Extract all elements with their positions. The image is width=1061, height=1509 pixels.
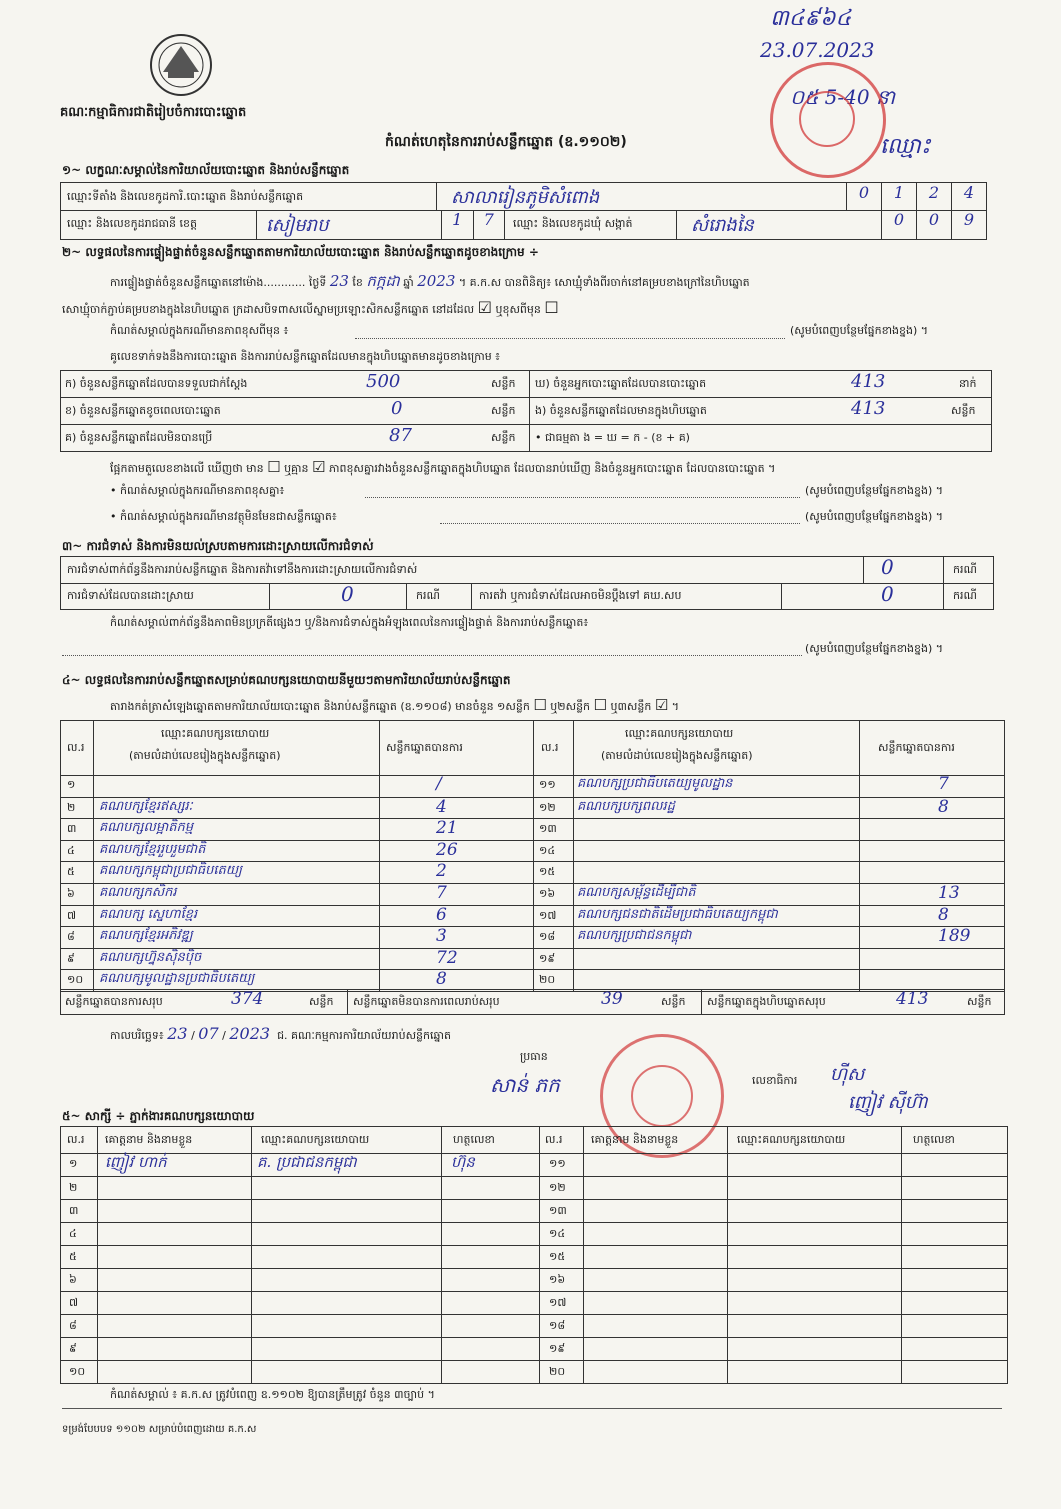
row-number: ២០	[549, 1365, 566, 1378]
table-row	[61, 1245, 539, 1269]
appeal-label: ការតវ៉ា ឬការជំទាស់ដែលអាចមិនប្តឹងទៅ គឃ.សប	[479, 589, 682, 602]
irregularity-note-hint: (សូមបំពេញបន្ថែមផ្នែកខាងខ្នង) ។	[805, 642, 944, 655]
tally-sheet-line: តារាងកត់ត្រាសំឡេងឆ្នោតតាមការិយាល័យបោះឆ្នោត និងរាប់សន្លឹកឆ្នោត (ឧ.១១០៨) មានចំនួន ១សន្លឹក ☐ ឬ២សន្លឹក ☐ ឬ៣សន្លឹក ☑ ។	[110, 696, 680, 714]
total-box-value: 413	[896, 989, 929, 1009]
verify-line	[110, 272, 750, 294]
party-votes: 21	[436, 818, 458, 839]
objection-count: 0	[881, 555, 894, 579]
secretary-label: លេខាធិការ	[752, 1074, 798, 1087]
province-label: ឈ្មោះ និងលេខកូដរាជធានី ខេត្ត	[67, 217, 197, 230]
row-number: ១២	[539, 800, 556, 814]
fig-a-unit: សន្លឹក	[491, 377, 516, 390]
table-row	[61, 1291, 539, 1315]
header-party-sub: (តាមលំដាប់លេខរៀងក្នុងសន្លឹកឆ្នោត)	[601, 749, 753, 762]
table-row	[539, 1153, 1007, 1176]
handwritten-signature: ឈ្មោះ	[880, 134, 931, 159]
committee-label: ជ. គណៈកម្មការការិយាល័យរាប់សន្លឹកឆ្នោត	[277, 1029, 451, 1042]
diff-note-label: កំណត់សម្គាល់ក្នុងករណីមានភាពខុសពីមុន ៖	[110, 324, 289, 337]
table-row	[61, 1360, 539, 1384]
party-name: គណបក្សខ្មែរអភិវឌ្ឍ	[99, 928, 193, 944]
code-digit: 2	[916, 183, 951, 210]
compare-text-b: ឬគ្មាន	[284, 462, 309, 475]
irregularity-note-line[interactable]	[62, 655, 802, 656]
table-row	[61, 797, 533, 820]
row-number: ៩	[67, 951, 75, 965]
commune-value: សំរោងនៃ	[691, 215, 754, 236]
w-header-party: ឈ្មោះគណបក្សនយោបាយ	[737, 1133, 846, 1146]
row-number: ១១	[549, 1157, 566, 1170]
appeal-unit: ករណី	[953, 589, 977, 602]
row-number: ៥	[67, 865, 75, 879]
party-votes: 7	[436, 883, 447, 903]
code-digit: 4	[951, 183, 986, 210]
verify-text-a: ការផ្ទៀងផ្ទាត់ចំនួនសន្លឹកឆ្នោតនៅម៉ោង............ ថ្ងៃទី	[110, 276, 327, 289]
date-line: កាលបរិច្ឆេទ៖ 23 / 07 / 2023 ជ. គណៈកម្មការការិយាល័យរាប់សន្លឹកឆ្នោត	[110, 1024, 451, 1043]
row-number: ៨	[69, 1319, 77, 1332]
table-row	[539, 1360, 1007, 1384]
row-number: ១៩	[549, 1342, 566, 1355]
row-number: ១៤	[539, 843, 556, 857]
handwritten-time: ០៥ 5-40 នា	[790, 85, 896, 109]
same-checkbox[interactable]: ☑	[477, 298, 492, 317]
has-diff-checkbox[interactable]: ☐	[267, 458, 281, 476]
party-votes: 2	[436, 861, 447, 882]
verify-text-c: ឆ្នាំ	[403, 276, 414, 289]
fig-b-value: 0	[391, 398, 403, 419]
diff-note-line[interactable]	[355, 338, 785, 339]
fig-c-label: គ) ចំនួនសន្លឹកឆ្នោតដែលមិនបានប្រើ	[65, 431, 213, 444]
final-note: កំណត់សម្គាល់ ៖ គ.ក.ស ត្រូវបំពេញ ឧ.១១០២ ឱ្យបានត្រឹមត្រូវ ចំនួន ៣ច្បាប់ ។	[110, 1388, 435, 1401]
secretary-signature-mark: ហ៊ីស	[830, 1064, 865, 1085]
table-row	[61, 1153, 539, 1176]
header-votes: សន្លឹកឆ្នោតបានការ	[386, 741, 463, 754]
row-number: ២	[67, 800, 76, 814]
different-checkbox[interactable]: ☐	[544, 298, 559, 317]
party-name: គណបក្ស ស្នេហាខ្មែរ	[99, 906, 198, 922]
no-diff-checkbox[interactable]: ☑	[312, 458, 326, 476]
fig-a-value: 500	[366, 371, 401, 392]
table-row	[61, 1314, 539, 1338]
compare-text-a: ផ្អែកតាមតួលេខខាងលើ ឃើញថា មាន	[110, 462, 264, 475]
table-row	[539, 1222, 1007, 1246]
compare-text-c: ភាពខុសគ្នារវាងចំនួនសន្លឹកឆ្នោតក្នុងហិបឆ្នោត ដែលបានរាប់ឃើញ និងចំនួនអ្នកបោះឆ្នោត ដែលបានបោះឆ្នោត ។	[328, 462, 776, 475]
header-votes: សន្លឹកឆ្នោតបានការ	[878, 741, 955, 754]
objection-table	[60, 556, 994, 610]
section3-title: ៣~ ការជំទាស់ និងការមិនយល់ស្របតាមការដោះស្រាយលើការជំទាស់	[62, 539, 374, 553]
form-title: កំណត់ហេតុនៃការរាប់សន្លឹកឆ្នោត (ឧ.១១០២)	[385, 134, 627, 150]
code-digit: 1	[881, 183, 916, 210]
date-day: 23	[167, 1024, 188, 1043]
commission-name: គណៈកម្មាធិការជាតិរៀបចំការបោះឆ្នោត	[60, 105, 247, 120]
two-sheet-checkbox[interactable]: ☐	[593, 696, 607, 714]
party-name: គណបក្សជនជាតិដើមប្រជាធិបតេយ្យកម្ពុជា	[577, 906, 778, 922]
table-row	[61, 840, 533, 863]
w-header-no: ល.រ	[545, 1133, 563, 1146]
table-row	[539, 1268, 1007, 1292]
row-number: ១៧	[549, 1296, 567, 1309]
objection-label: ការជំទាស់ពាក់ព័ន្ធនឹងការរាប់សន្លឹកឆ្នោត និងការតវ៉ាទៅនឹងការដោះស្រាយលើការជំទាស់	[67, 563, 418, 576]
row-number: ១៣	[549, 1204, 567, 1217]
table-row	[61, 883, 533, 906]
party-votes: 7	[938, 774, 949, 794]
footer-text: ទម្រង់បែបបទ ១១០២ សម្រាប់បំពេញដោយ គ.ក.ស	[62, 1424, 257, 1435]
diff-note-hint: (សូមបំពេញបន្ថែមផ្នែកខាងខ្នង) ។	[790, 324, 929, 337]
party-votes: 3	[436, 926, 447, 947]
witness-signature[interactable]: ហ៊ុន	[451, 1153, 475, 1171]
row-number: ៤	[67, 843, 75, 857]
table-row	[533, 840, 1004, 863]
row-number: ៥	[69, 1250, 77, 1263]
total-invalid-label: សន្លឹកឆ្នោតមិនបានការពេលរាប់សរុប	[353, 995, 500, 1008]
red-stamp-top-icon	[770, 62, 886, 178]
party-votes: 6	[436, 904, 447, 925]
secretary-name: ញៀវ ស៊ីហ៊ា	[848, 1092, 928, 1113]
header-no: ល.រ	[541, 741, 559, 754]
row-number: ៩	[69, 1342, 77, 1355]
table-row	[61, 905, 533, 928]
province-value: សៀមរាប	[266, 215, 329, 236]
table-row	[61, 1337, 539, 1361]
row-number: ១៥	[539, 865, 556, 879]
resolved-unit: ករណី	[416, 589, 440, 602]
resolved-label: ការជំទាស់ដែលបានដោះស្រាយ	[67, 589, 194, 602]
table-row	[533, 905, 1004, 928]
party-name: គណបក្សសម្ព័ន្ធដើម្បីជាតិ	[577, 885, 696, 900]
witness-name[interactable]: ញៀវ ហាក់	[105, 1153, 167, 1171]
code-digit: 0	[881, 210, 916, 239]
table-row	[61, 818, 533, 841]
fig-a-label: ក) ចំនួនសន្លឹកឆ្នោតដែលបានទទួលជាក់ស្តែង	[65, 377, 248, 390]
section2-title: ២~ លទ្ធផលនៃការផ្ទៀងផ្ទាត់ចំនួនសន្លឹកឆ្នោតតាមការិយាល័យបោះឆ្នោត និងរាប់សន្លឹកឆ្នោតដូចខាងក្រោម ÷	[62, 245, 539, 259]
row-number: ១៧	[539, 908, 557, 922]
fig-e-unit: សន្លឹក	[951, 404, 976, 417]
section4-title: ៤~ លទ្ធផលនៃការរាប់សន្លឹកឆ្នោតសម្រាប់គណបក្សនយោបាយនីមួយៗតាមការិយាល័យរាប់សន្លឹកឆ្នោត	[62, 673, 511, 687]
party-votes: 8	[938, 796, 949, 817]
row-number: ២	[69, 1181, 78, 1194]
table-row	[61, 775, 533, 797]
one-sheet-checkbox[interactable]: ☐	[533, 696, 547, 714]
row-number: ៧	[69, 1296, 79, 1309]
row-number: ៧	[67, 908, 77, 922]
table-row	[533, 926, 1004, 949]
code-digit: 0	[846, 183, 881, 210]
row-number: ៣	[67, 822, 77, 836]
w-header-name: គោត្តនាម និងនាមខ្លួន	[105, 1133, 193, 1146]
table-row	[61, 926, 533, 949]
section5-title: ៥~ សាក្សី ÷ ភ្នាក់ងារគណបក្សនយោបាយ	[62, 1109, 255, 1123]
bullet-object-hint: (សូមបំពេញបន្ថែមផ្នែកខាងខ្នង) ។	[805, 510, 944, 523]
total-invalid-value: 39	[601, 989, 623, 1009]
w-header-party: ឈ្មោះគណបក្សនយោបាយ	[261, 1133, 370, 1146]
fig-formula: • ជាធម្មតា ង = ឃ = ក - (ខ + គ)	[535, 431, 690, 444]
party-votes: 13	[938, 883, 960, 903]
date-year: 2023	[229, 1024, 271, 1043]
chair-signature: សាន់ ភក	[490, 1073, 560, 1097]
table-row	[533, 775, 1004, 797]
party-name: គណបក្សខ្មែរឥស្សរៈ	[99, 798, 193, 814]
results-header-left	[61, 721, 533, 775]
table-row	[533, 883, 1004, 906]
total-box-label: សន្លឹកឆ្នោតក្នុងហិបឆ្នោតសរុប	[707, 995, 826, 1008]
party-name: គណបក្សបក្សពលរដ្ឋ	[577, 798, 675, 814]
commune-code	[881, 210, 986, 239]
party-votes: /	[436, 774, 442, 794]
row-number: ១៩	[539, 951, 556, 965]
w-header-no: ល.រ	[67, 1133, 85, 1146]
section1-title: ១~ លក្ខណៈសម្គាល់នៃការិយាល័យបោះឆ្នោត និងរាប់សន្លឹកឆ្នោត	[62, 163, 350, 177]
row-number: ១១	[539, 778, 556, 791]
totals-row	[60, 989, 1005, 1015]
bullet-diff-line[interactable]	[365, 497, 800, 498]
seal-text: សោឃ្មុំចាក់ភ្ជាប់គម្របខាងក្នុងនៃហិបឆ្នោត ក្រដាសបិទពាសលើស្នាមប្រឡោះសិកសន្លឹកឆ្នោត នៅដដែល	[62, 303, 475, 316]
row-number: ១	[69, 1157, 78, 1170]
code-digit: 0	[916, 210, 951, 239]
total-invalid-unit: សន្លឹក	[661, 995, 686, 1008]
total-box-unit: សន្លឹក	[967, 995, 992, 1008]
results-table	[60, 720, 1005, 992]
table-row	[539, 1291, 1007, 1315]
verify-month: កក្កដា	[366, 272, 400, 290]
date-label: កាលបរិច្ឆេទ៖	[110, 1029, 164, 1042]
total-valid-value: 374	[231, 989, 264, 1009]
row-number: ១៦	[549, 1273, 566, 1286]
table-row	[61, 861, 533, 884]
party-votes: 8	[436, 969, 447, 990]
fig-b-label: ខ) ចំនួនសន្លឹកឆ្នោតខូចពេលបោះឆ្នោត	[65, 404, 221, 417]
row-number: ១៨	[549, 1319, 566, 1332]
fig-c-unit: សន្លឹក	[491, 431, 516, 444]
table-row	[533, 948, 1004, 971]
total-valid-label: សន្លឹកឆ្នោតបានការសរុប	[65, 995, 163, 1008]
total-valid-unit: សន្លឹក	[309, 995, 334, 1008]
party-votes: 8	[938, 904, 949, 925]
results-header-right	[533, 721, 1004, 775]
row-number: ១៣	[539, 822, 557, 836]
party-name: គណបក្សកម្ពុជាប្រជាធិបតេយ្យ	[99, 863, 243, 879]
two-sheet-text: ឬ២សន្លឹក	[550, 700, 591, 713]
handwritten-date: 23.07.2023	[760, 38, 875, 62]
party-votes: 189	[938, 926, 971, 947]
figures-intro: គូលេខទាក់ទងនឹងការបោះឆ្នោត និងការរាប់សន្លឹកឆ្នោតដែលមានក្នុងហិបឆ្នោតមានដូចខាងក្រោម ៖	[110, 350, 501, 363]
fig-e-label: ង) ចំនួនសន្លឹកឆ្នោតដែលមានក្នុងហិបឆ្នោត	[535, 404, 707, 417]
row-number: ៦	[69, 1273, 77, 1286]
row-number: ១៤	[549, 1227, 566, 1240]
party-name: គណបក្សមូលដ្ឋានប្រជាធិបតេយ្យ	[99, 971, 255, 987]
row-number: ១៦	[539, 887, 556, 900]
bullet-diff-hint: (សូមបំពេញបន្ថែមផ្នែកខាងខ្នង) ។	[805, 484, 944, 497]
bullet-diff-label: • កំណត់សម្គាល់ក្នុងករណីមានភាពខុសគ្នា៖	[110, 484, 285, 497]
row-number: ១០	[69, 1365, 86, 1378]
bullet-object-label: • កំណត់សម្គាល់ក្នុងករណីមានវត្ថុមិនមែនជាសន្លឹកឆ្នោត៖	[110, 510, 337, 523]
party-votes: 72	[436, 947, 458, 968]
party-votes: 4	[436, 796, 447, 817]
party-name: គណបក្សប្រជាជនកម្ពុជា	[577, 928, 692, 944]
date-month: 07	[198, 1024, 219, 1043]
w-header-sign: ហត្ថលេខា	[913, 1133, 955, 1146]
footer-divider	[62, 1408, 1002, 1409]
row-number: ១	[67, 778, 76, 791]
row-number: ១២	[549, 1181, 566, 1194]
compare-line	[110, 458, 775, 478]
code-digit: 1	[441, 210, 473, 239]
fig-d-unit: នាក់	[959, 377, 977, 390]
header-party: ឈ្មោះគណបក្សនយោបាយ	[161, 727, 270, 740]
verify-text-b: ខែ	[352, 276, 363, 289]
commission-emblem-icon	[148, 32, 214, 98]
verify-day: 23	[329, 272, 349, 290]
table-row	[539, 1314, 1007, 1338]
province-code	[441, 210, 505, 239]
row-number: ២០	[539, 973, 556, 987]
row-number: ៣	[69, 1204, 79, 1217]
chair-label: ប្រធាន	[520, 1050, 548, 1063]
header-no: ល.រ	[67, 741, 85, 754]
row-number: ១៨	[539, 930, 556, 944]
fig-d-value: 413	[851, 371, 886, 392]
fig-e-value: 413	[851, 398, 886, 419]
handwritten-ref: ៣៤៩៦៤	[770, 6, 852, 31]
row-number: ១០	[67, 973, 84, 987]
table-row	[539, 1337, 1007, 1361]
three-sheet-checkbox[interactable]: ☑	[654, 696, 669, 714]
header-party-sub: (តាមលំដាប់លេខរៀងក្នុងសន្លឹកឆ្នោត)	[129, 749, 281, 762]
party-name: គណបក្សកសិករ	[99, 885, 177, 900]
fig-c-value: 87	[389, 425, 412, 446]
header-party: ឈ្មោះគណបក្សនយោបាយ	[625, 727, 734, 740]
appeal-count: 0	[881, 582, 894, 606]
table-row	[539, 1176, 1007, 1200]
code-digit: 9	[951, 210, 986, 239]
location-value: សាលារៀនភូមិសំពោង	[451, 187, 600, 208]
code-digit: 7	[473, 210, 506, 239]
table-row	[61, 1222, 539, 1246]
table-row	[539, 1245, 1007, 1269]
three-sheet-text: ឬ៣សន្លឹក	[610, 700, 652, 713]
table-row	[533, 818, 1004, 841]
party-votes: 26	[436, 839, 458, 860]
tally-intro: តារាងកត់ត្រាសំឡេងឆ្នោតតាមការិយាល័យបោះឆ្នោត និងរាប់សន្លឹកឆ្នោត (ឧ.១១០៨) មានចំនួន ១សន្លឹក	[110, 700, 530, 713]
location-code	[846, 183, 986, 210]
w-header-sign: ហត្ថលេខា	[453, 1133, 495, 1146]
different-text: ឬខុសពីមុន	[495, 303, 541, 316]
table-row	[533, 861, 1004, 884]
table-row	[533, 797, 1004, 820]
verify-text-d: ។ គ.ក.ស បានពិនិត្យ៖ សោឃ្មុំទាំងពីរចាក់នៅគម្របខាងក្រៅនៃហិបឆ្នោត	[458, 276, 750, 289]
party-name: គណបក្សហ្វ៊ុនស៊ិនប៉ិច	[99, 949, 202, 965]
w-header-name: គោត្តនាម និងនាមខ្លួន	[591, 1133, 679, 1146]
fig-b-unit: សន្លឹក	[491, 404, 516, 417]
seal-line	[62, 298, 559, 319]
bullet-object-line[interactable]	[440, 523, 800, 524]
party-name: គណបក្សខ្មែររួបរួមជាតិ	[99, 841, 206, 857]
witness-table	[60, 1126, 1008, 1384]
table-row	[61, 1268, 539, 1292]
figures-table	[60, 370, 992, 452]
fig-d-label: ឃ) ចំនួនអ្នកបោះឆ្នោតដែលបានបោះឆ្នោត	[535, 377, 707, 390]
objection-unit: ករណី	[953, 563, 977, 576]
table-row	[61, 1199, 539, 1223]
party-name: គណបក្សលម្អាតិកម្ម	[99, 820, 194, 836]
location-label: ឈ្មោះទីតាំង និងលេខកូដការិ.បោះឆ្នោត និងរាប់សន្លឹកឆ្នោត	[67, 190, 304, 203]
row-number: ៦	[67, 887, 75, 900]
party-name: គណបក្សប្រជាធិបតេយ្យមូលដ្ឋាន	[577, 776, 733, 791]
irregularity-note-label: កំណត់សម្គាល់ពាក់ព័ន្ធនឹងភាពមិនប្រក្រតីផ្សេងៗ ឬ/និងការជំទាស់ក្នុងអំឡុងពេលនៃការផ្ទៀងផ្ទាត់ និងការរាប់សន្លឹកឆ្នោត៖	[110, 616, 589, 629]
verify-year: 2023	[417, 272, 456, 290]
resolved-count: 0	[341, 582, 354, 606]
table-row	[61, 1176, 539, 1200]
table-row	[61, 948, 533, 971]
row-number: ៤	[69, 1227, 77, 1240]
row-number: ១៥	[549, 1250, 566, 1263]
witness-party[interactable]: គ. ប្រជាជនកម្ពុជា	[257, 1153, 357, 1171]
commune-label: ឈ្មោះ និងលេខកូដឃុំ សង្កាត់	[513, 217, 633, 230]
section1-box	[60, 182, 987, 240]
row-number: ៨	[67, 930, 75, 944]
table-row	[539, 1199, 1007, 1223]
